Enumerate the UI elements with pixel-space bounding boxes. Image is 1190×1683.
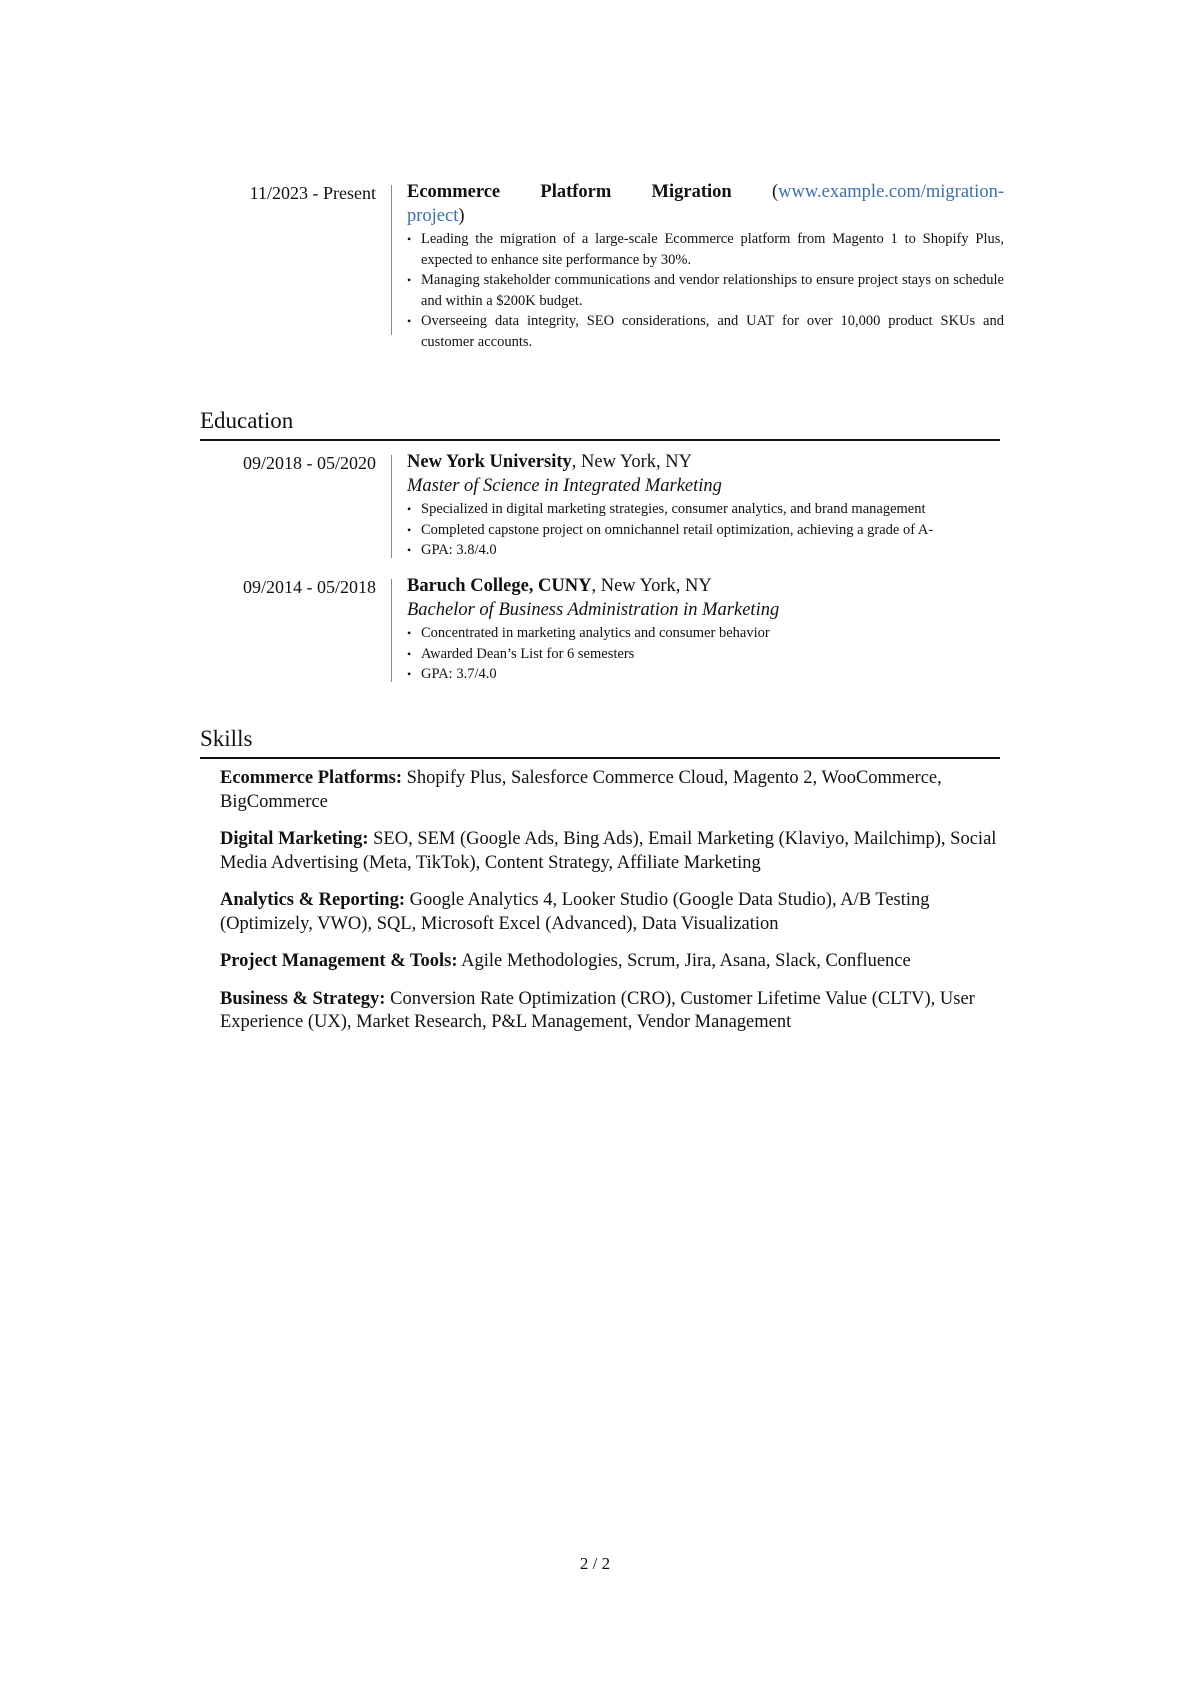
section-heading-education: Education — [200, 407, 1000, 441]
project-title-line: Ecommerce Platform Migration (www.example.com/migration- project) — [407, 182, 1004, 226]
list-item: • GPA: 3.7/4.0 — [407, 664, 1004, 685]
education-body — [407, 575, 1004, 685]
skill-text: SEO, SEM (Google Ads, Bing Ads), Email Marketing (Klaviyo, Mailchimp), Social Media Advertising (Meta, TikTok), Content Strategy, Affiliate Marketing — [220, 829, 997, 873]
project-link[interactable]: www.example.com/migration- — [778, 182, 1004, 202]
list-item: • Completed capstone project on omnichannel retail optimization, achieving a grade of A- — [407, 520, 1004, 541]
skill-text: Google Analytics 4, Looker Studio (Google Data Studio), A/B Testing (Optimizely, VWO), SQL, Microsoft Excel (Advanced), Data Visualization — [220, 890, 930, 934]
school-location: , New York, NY — [571, 452, 693, 472]
project-date: 11/2023 - Present — [249, 183, 376, 203]
education-entry — [200, 451, 1000, 561]
skill-row — [220, 950, 1010, 974]
project-title-word-2: Platform — [540, 182, 612, 202]
skill-text: Shopify Plus, Salesforce Commerce Cloud, Magento 2, WooCommerce, BigCommerce — [220, 768, 942, 812]
skill-label: Analytics & Reporting: — [220, 890, 405, 910]
skill-row — [220, 767, 1010, 814]
education-body — [407, 451, 1004, 561]
project-entry — [200, 181, 1004, 350]
skill-label: Digital Marketing: — [220, 829, 369, 849]
school-name: Baruch College, CUNY — [407, 576, 592, 596]
skill-label: Ecommerce Platforms: — [220, 768, 403, 788]
project-bullets — [407, 229, 1004, 352]
skill-text: Agile Methodologies, Scrum, Jira, Asana, Slack, Confluence — [457, 951, 911, 971]
page-number: 2 / 2 — [579, 1554, 611, 1573]
skill-label: Business & Strategy: — [220, 988, 386, 1009]
list-item: • Specialized in digital marketing strategies, consumer analytics, and brand management — [407, 499, 1004, 520]
school-line — [407, 575, 1004, 599]
skill-row — [220, 889, 1010, 936]
skill-row — [220, 828, 1010, 875]
list-item: • Managing stakeholder communications and vendor relationships to ensure project stays on schedule and within a $200K budget. — [407, 270, 1004, 311]
project-body — [407, 181, 1004, 352]
skill-row — [220, 988, 1010, 1035]
education-bullets — [407, 623, 1004, 685]
education-bullets — [407, 499, 1004, 561]
school-location: , New York, NY — [591, 576, 712, 596]
list-item: • Awarded Dean’s List for 6 semesters — [407, 644, 1004, 665]
list-item: • Leading the migration of a large-scale Ecommerce platform from Magento 1 to Shopify Plus, expected to enhance site performance by 30%. — [407, 229, 1004, 270]
degree: Master of Science in Integrated Marketing — [407, 475, 722, 496]
skills-list — [220, 767, 1010, 1049]
project-title-word-3: Migration — [651, 182, 732, 202]
school-name: New York University — [407, 452, 572, 472]
project-divider — [391, 185, 392, 335]
skill-label: Project Management & Tools: — [220, 951, 458, 971]
education-date: 09/2014 - 05/2018 — [243, 577, 376, 597]
education-entry — [200, 575, 1000, 685]
education-divider — [391, 579, 392, 682]
degree: Bachelor of Business Administration in Marketing — [407, 599, 780, 620]
skill-text: Conversion Rate Optimization (CRO), Customer Lifetime Value (CLTV), User Experience (UX), Market Research, P&L Management, Vendor Management — [220, 988, 975, 1032]
list-item: • Overseeing data integrity, SEO considerations, and UAT for over 10,000 product SKUs and customer accounts. — [407, 311, 1004, 352]
education-divider — [391, 455, 392, 558]
list-item: • GPA: 3.8/4.0 — [407, 540, 1004, 561]
education-date: 09/2018 - 05/2020 — [243, 453, 376, 473]
school-line — [407, 451, 1004, 475]
project-link-continued[interactable]: project — [407, 205, 459, 226]
project-link-line-1[interactable]: (www.example.com/migration- — [771, 182, 1004, 202]
project-title-word-1: Ecommerce — [407, 182, 501, 202]
section-heading-skills: Skills — [200, 725, 1000, 759]
list-item: • Concentrated in marketing analytics and consumer behavior — [407, 623, 1004, 644]
